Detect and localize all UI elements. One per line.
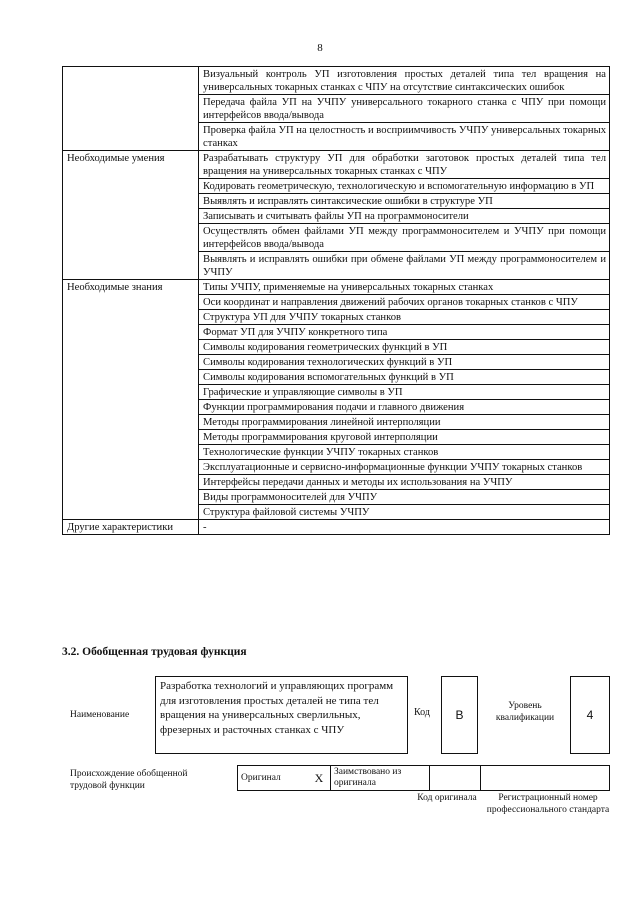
skills-table [62, 66, 610, 535]
qualification-level-value: 4 [570, 676, 610, 754]
table-row [63, 67, 610, 95]
row-item: Технологические функции УЧПУ токарных станков [199, 445, 610, 460]
qualification-level-label: Уровень квалификации [495, 701, 555, 723]
origin-original: Оригинал [238, 766, 309, 791]
row-item: Формат УП для УЧПУ конкретного типа [199, 325, 610, 340]
row-item: Проверка файла УП на целостность и восприимчивость УЧПУ универсальных токарных станках [199, 123, 610, 151]
row-item: Выявлять и исправлять ошибки при обмене файлами УП между программоносителем и УЧПУ [199, 252, 610, 280]
origin-code-label: Код оригинала [417, 793, 477, 803]
row-item: Интерфейсы передачи данных и методы их использования на УЧПУ [199, 475, 610, 490]
row-item: Символы кодирования вспомогательных функций в УП [199, 370, 610, 385]
table-row [63, 520, 610, 535]
code-label: Код [414, 707, 430, 718]
row-item: Функции программирования подачи и главного движения [199, 400, 610, 415]
reg-number-cell [481, 766, 610, 791]
page-number: 8 [317, 42, 323, 54]
function-name-box: Разработка технологий и управляющих программ для изготовления простых деталей не типа тел вращения на универсальных сверлильных, фрезерных и расточных станках с ЧПУ [155, 676, 408, 754]
row-label: Необходимые знания [63, 280, 199, 520]
row-item: Виды программоносителей для УЧПУ [199, 490, 610, 505]
origin-table [237, 765, 610, 791]
row-item: Записывать и считывать файлы УП на программоносители [199, 209, 610, 224]
row-item: Структура УП для УЧПУ токарных станков [199, 310, 610, 325]
row-item: Кодировать геометрическую, технологическую и вспомогательную информацию в УП [199, 179, 610, 194]
origin-mark: X [308, 766, 331, 791]
row-item: Символы кодирования геометрических функций в УП [199, 340, 610, 355]
row-label: Другие характеристики [63, 520, 199, 535]
reg-number-label: Регистрационный номер профессионального стандарта [486, 793, 610, 815]
origin-borrowed: Заимствовано из оригинала [331, 766, 430, 791]
section-heading: 3.2. Обобщенная трудовая функция [62, 646, 247, 658]
row-item: Эксплуатационные и сервисно-информационные функции УЧПУ токарных станков [199, 460, 610, 475]
table-row [63, 280, 610, 295]
row-item: Графические и управляющие символы в УП [199, 385, 610, 400]
row-label [63, 67, 199, 151]
row-item: Типы УЧПУ, применяемые на универсальных токарных станках [199, 280, 610, 295]
name-label: Наименование [70, 710, 130, 720]
row-item: Методы программирования круговой интерполяции [199, 430, 610, 445]
origin-label: Происхождение обобщенной трудовой функции [70, 769, 188, 791]
row-item: - [199, 520, 610, 535]
row-item: Выявлять и исправлять синтаксические ошибки в структуре УП [199, 194, 610, 209]
row-item: Методы программирования линейной интерполяции [199, 415, 610, 430]
row-item: Символы кодирования технологических функций в УП [199, 355, 610, 370]
code-value: B [441, 676, 478, 754]
row-item: Передача файла УП на УЧПУ универсального токарного станка с ЧПУ при помощи интерфейсов ввода/вывода [199, 95, 610, 123]
table-row [63, 151, 610, 179]
row-item: Оси координат и направления движений рабочих органов токарных станков с ЧПУ [199, 295, 610, 310]
origin-code-cell [430, 766, 481, 791]
row-item: Визуальный контроль УП изготовления простых деталей типа тел вращения на универсальных токарных станках с ЧПУ на отсутствие синтаксических ошибок [199, 67, 610, 95]
row-item: Осуществлять обмен файлами УП между программоносителем и УЧПУ при помощи интерфейсов ввода/вывода [199, 224, 610, 252]
row-label: Необходимые умения [63, 151, 199, 280]
row-item: Разрабатывать структуру УП для обработки заготовок простых деталей типа тел вращения на универсальных токарных станках с ЧПУ [199, 151, 610, 179]
row-item: Структура файловой системы УЧПУ [199, 505, 610, 520]
